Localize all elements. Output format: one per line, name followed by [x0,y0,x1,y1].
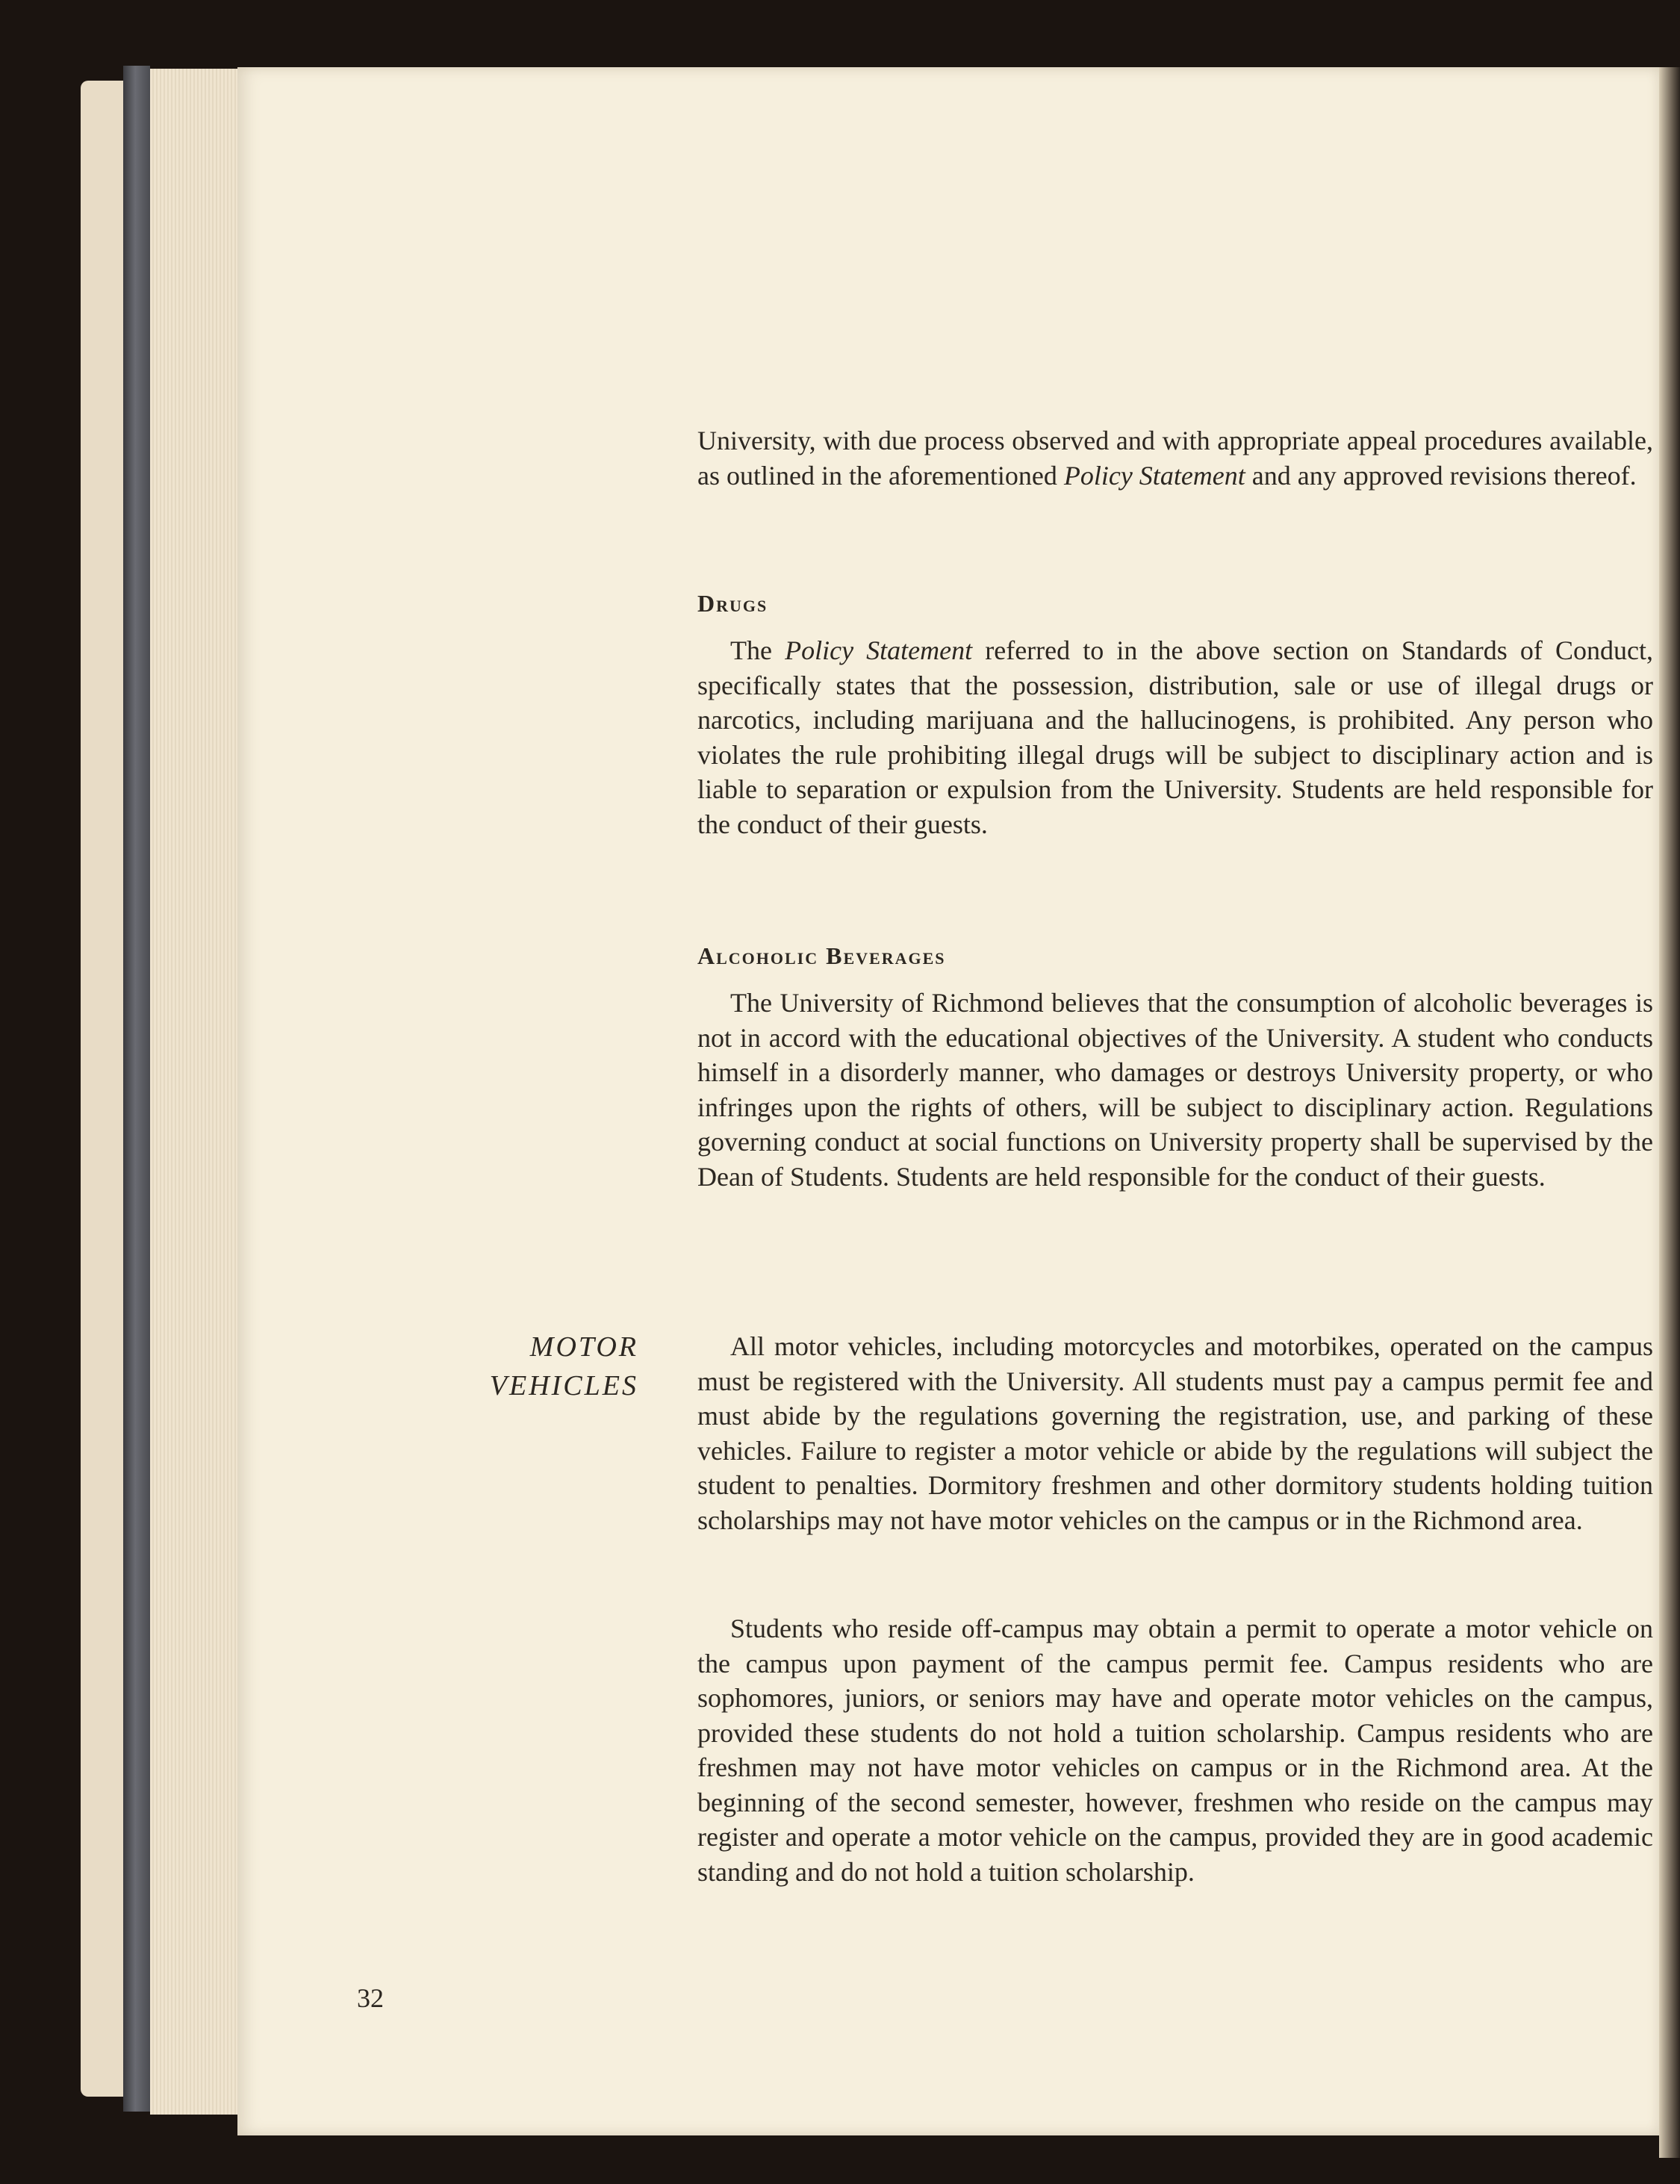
margin-heading-line1: MOTOR [529,1331,638,1363]
motor-vehicles-paragraph-1: All motor vehicles, including motorcycles and motorbikes, operated on the campus must be registered with the University. All students must pay a campus permit fee and must abide by the regulations governing the registration, use, and parking of these vehicles. Failure to register a motor vehicle or abide by the regulations will subject the student to penalties. Dormitory freshmen and other dormitory students holding tuition scholarships may not have motor vehicles on the campus or in the Richmond area. [697,1331,1653,1535]
motor-vehicles-paragraph-2: Students who reside off-campus may obtain a permit to operate a motor vehicle on the campus upon payment of the campus permit fee. Campus residents who are sophomores, juniors, or seniors may have and operate motor vehicles on the campus, provided these students do not hold a tuition scholarship. Campus residents who are freshmen may not have motor vehicles on campus or in the Richmond area. At the beginning of the second semester, however, freshmen who reside on the campus may register and operate a motor vehicle on the campus, provided they are in good academic standing and do not hold a tuition scholarship. [697,1614,1653,1887]
motor-vehicles-margin-heading [418,1328,638,1405]
opening-italic-title: Policy Statement [1063,460,1245,491]
page-stack-edges [150,69,240,2115]
opening-text: University, with due process observed and with appropriate appeal procedures available, as outlined in the aforementioned [697,426,1653,491]
drugs-paragraph [697,633,1653,841]
book-spine-strip [123,66,150,2112]
drugs-text: referred to in the above section on Standards of Conduct, specifically states that the possession, distribution, sale or use of illegal drugs or narcotics, including marijuana and the hallucinogens, is prohibited. Any person who violates the rule prohibiting illegal drugs will be subject to disciplinary action and is liable to separation or expulsion from the University. Students are held responsible for the conduct of their guests. [697,635,1654,839]
opening-paragraph [697,423,1653,493]
opening-text-end: and any approved revisions thereof. [1245,460,1637,491]
alcohol-paragraph: The University of Richmond believes that the consumption of alcoholic beverages is not in accord with the educational objectives of the University. A student who conducts himself in a disorderly manner, who damages or destroys University property, or who infringes upon the rights of others, will be subject to disciplinary action. Regulations governing conduct at social functions on University property shall be supervised by the Dean of Students. Students are held responsible for the conduct of their guests. [697,988,1653,1192]
drugs-italic-title: Policy Statement [785,635,973,665]
alcohol-heading: Alcoholic Beverages [697,942,946,969]
drugs-heading: Drugs [697,590,768,617]
page-right-edge [1659,67,1680,2158]
margin-heading-line2: VEHICLES [489,1370,638,1401]
drugs-text-start: The [730,635,785,665]
page-number: 32 [357,1983,384,2013]
